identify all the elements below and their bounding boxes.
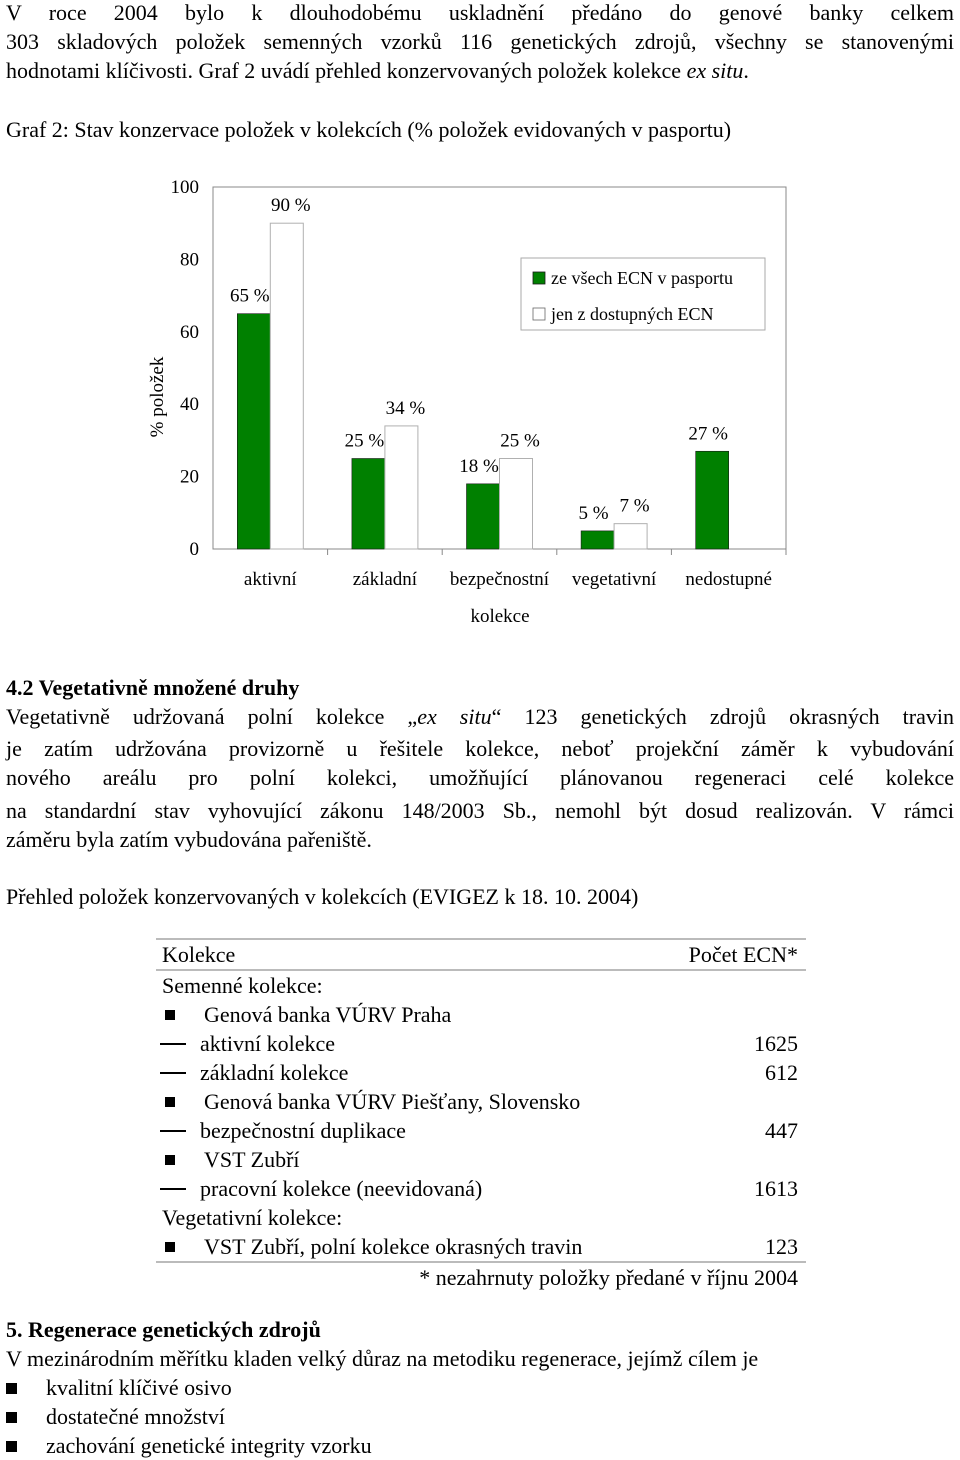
section-5-heading-text: 5. Regenerace genetických zdrojů bbox=[6, 1317, 321, 1342]
intro-line-2-text: 303 skladových položek semenných vzorků 116 genetických zdrojů, všechny se stanovenými bbox=[6, 29, 954, 54]
table-header-left: Kolekce bbox=[162, 942, 236, 967]
bar-all-ecn bbox=[352, 459, 385, 550]
bar-available-ecn bbox=[385, 426, 418, 549]
intro-ex-situ: ex situ bbox=[686, 58, 744, 83]
y-tick-label: 20 bbox=[180, 466, 199, 488]
section-4-2-line-3-text: nového areálu pro polní kolekci, umožňující plánovanou regeneraci celé kolekce bbox=[6, 765, 954, 790]
data-label: 34 % bbox=[385, 397, 426, 419]
intro-line-1 bbox=[6, 0, 954, 27]
section-5-bullet-item: zachování genetické integrity vzorku bbox=[46, 1433, 372, 1458]
x-tick-label: bezpečnostní bbox=[449, 569, 550, 590]
data-label: 7 % bbox=[619, 495, 650, 517]
table-footnote: * nezahrnuty položky předané v říjnu 2004 bbox=[419, 1264, 798, 1290]
table-row bbox=[156, 1116, 806, 1145]
data-label: 27 % bbox=[688, 423, 728, 445]
table-row-value: 612 bbox=[765, 1060, 798, 1085]
data-label: 18 % bbox=[459, 455, 499, 477]
x-tick-label: aktivní bbox=[243, 569, 297, 590]
section-5-line-1-text: V mezinárodním měřítku kladen velký důraz na metodiku regenerace, jejímž cílem je bbox=[6, 1346, 759, 1371]
bar-chart bbox=[0, 160, 960, 640]
section-5-bullet-item: dostatečné množství bbox=[46, 1404, 226, 1429]
table-row bbox=[156, 1203, 806, 1232]
intro-line-2 bbox=[6, 27, 954, 56]
intro-line-3-text: hodnotami klíčivosti. Graf 2 uvádí přehled konzervovaných položek kolekce bbox=[6, 58, 687, 83]
section-4-2-line-1 bbox=[6, 702, 954, 731]
table-row bbox=[156, 1058, 806, 1087]
table-row-label: základní kolekce bbox=[200, 1060, 349, 1085]
bar-available-ecn bbox=[270, 223, 303, 549]
dash-bullet-icon bbox=[160, 1188, 186, 1190]
section-4-2-line-5-text: záměru byla zatím vybudována pařeniště. bbox=[6, 827, 372, 852]
legend-entry: jen z dostupných ECN bbox=[551, 304, 714, 324]
section-4-2-line-2 bbox=[6, 734, 954, 763]
y-tick-label: 80 bbox=[180, 249, 199, 271]
data-label: 5 % bbox=[578, 502, 609, 524]
table-footnote-row bbox=[156, 1263, 806, 1292]
table-row bbox=[156, 1087, 806, 1116]
data-label: 25 % bbox=[500, 430, 540, 452]
table-row-label: VST Zubří, polní kolekce okrasných travin bbox=[204, 1234, 583, 1259]
x-tick-label: vegetativní bbox=[571, 569, 657, 590]
table-row-value: 123 bbox=[765, 1234, 798, 1259]
bar-all-ecn bbox=[696, 451, 729, 549]
legend-swatch bbox=[533, 272, 545, 284]
data-labels bbox=[230, 195, 728, 524]
table-row-label: bezpečnostní duplikace bbox=[200, 1118, 406, 1143]
section-4-2-line-4-text: na standardní stav vyhovující zákonu 148/2003 Sb., nemohl být dosud realizován. V rámci bbox=[6, 798, 954, 823]
square-bullet-icon bbox=[6, 1441, 17, 1452]
collections-table bbox=[156, 938, 806, 1292]
table-row-value: 447 bbox=[765, 1118, 798, 1143]
table-row-label: Genová banka VÚRV Praha bbox=[204, 1002, 452, 1027]
y-axis-ticks bbox=[171, 177, 200, 560]
bar-available-ecn bbox=[614, 524, 647, 549]
y-tick-label: 0 bbox=[189, 539, 199, 560]
x-axis-label: kolekce bbox=[470, 606, 530, 627]
table-row bbox=[156, 1000, 806, 1029]
table-header-right: Počet ECN* bbox=[688, 942, 798, 967]
intro-line-3-end: . bbox=[743, 58, 749, 83]
section-4-2-heading bbox=[6, 673, 954, 702]
bar-all-ecn bbox=[467, 484, 500, 549]
table-title bbox=[6, 882, 954, 911]
section-4-2-line-5 bbox=[6, 825, 954, 854]
table-row-label: VST Zubří bbox=[204, 1147, 300, 1172]
bar-all-ecn bbox=[581, 531, 614, 549]
table-row-label: Semenné kolekce: bbox=[162, 973, 323, 998]
x-axis-labels bbox=[244, 569, 772, 590]
table-row bbox=[156, 1029, 806, 1058]
bar-available-ecn bbox=[500, 459, 533, 550]
table-row bbox=[156, 1174, 806, 1203]
chart-title bbox=[6, 115, 954, 144]
table-row-label: pracovní kolekce (neevidovaná) bbox=[200, 1176, 483, 1201]
square-bullet-icon bbox=[165, 1155, 175, 1165]
section-5-bullet-item: kvalitní klíčivé osivo bbox=[46, 1375, 232, 1400]
section-4-2-line-3 bbox=[6, 763, 954, 792]
table-row-label: Genová banka VÚRV Piešťany, Slovensko bbox=[204, 1089, 581, 1114]
y-axis-label: % položek bbox=[147, 356, 168, 438]
legend-entry: ze všech ECN v pasportu bbox=[551, 268, 733, 288]
table-row-label: Vegetativní kolekce: bbox=[162, 1205, 343, 1230]
y-tick-label: 100 bbox=[170, 177, 199, 198]
square-bullet-icon bbox=[6, 1383, 17, 1394]
x-tick-label: nedostupné bbox=[685, 569, 772, 590]
square-bullet-icon bbox=[165, 1010, 175, 1020]
section-4-2-line-1-a: Vegetativně udržovaná polní kolekce „ bbox=[6, 704, 418, 729]
table-row-value: 1625 bbox=[754, 1031, 798, 1056]
legend-swatch bbox=[533, 308, 545, 320]
table-row-label: aktivní kolekce bbox=[200, 1031, 336, 1056]
x-tick-label: základní bbox=[352, 569, 418, 590]
table-body bbox=[156, 971, 806, 1261]
bar-all-ecn bbox=[237, 314, 270, 549]
section-4-2-heading-text: 4.2 Vegetativně množené druhy bbox=[6, 675, 300, 700]
section-4-2-line-2-text: je zatím udržována provizorně u řešitele kolekce, neboť projekční záměr k vybudování bbox=[6, 736, 954, 761]
table-row-value: 1613 bbox=[754, 1176, 798, 1201]
square-bullet-icon bbox=[165, 1242, 175, 1252]
table-row bbox=[156, 1145, 806, 1174]
section-4-2-line-1-b: “ 123 genetických zdrojů okrasných travin bbox=[491, 704, 954, 729]
dash-bullet-icon bbox=[160, 1072, 186, 1074]
table-header-row bbox=[156, 940, 806, 969]
intro-line-3 bbox=[6, 56, 954, 85]
data-label: 25 % bbox=[344, 430, 385, 452]
y-tick-label: 40 bbox=[180, 394, 199, 416]
section-5-heading bbox=[6, 1315, 954, 1344]
y-tick-label: 60 bbox=[180, 321, 199, 343]
section-4-2-line-4 bbox=[6, 796, 954, 825]
data-label: 65 % bbox=[230, 285, 270, 307]
table-title-text: Přehled položek konzervovaných v kolekcích (EVIGEZ k 18. 10. 2004) bbox=[6, 884, 639, 909]
data-label: 90 % bbox=[271, 195, 311, 217]
dash-bullet-icon bbox=[160, 1130, 186, 1132]
square-bullet-icon bbox=[6, 1412, 17, 1423]
table-row bbox=[156, 1232, 806, 1261]
dash-bullet-icon bbox=[160, 1043, 186, 1045]
chart-title-text: Graf 2: Stav konzervace položek v kolekcích (% položek evidovaných v pasportu) bbox=[6, 117, 732, 142]
table-row bbox=[156, 971, 806, 1000]
intro-line-1-text: V roce 2004 bylo k dlouhodobému uskladnění předáno do genové banky celkem bbox=[6, 0, 954, 25]
square-bullet-icon bbox=[165, 1097, 175, 1107]
section-5-line-1 bbox=[6, 1344, 954, 1373]
chart-legend bbox=[521, 258, 765, 330]
section-4-2-ex-situ: ex situ bbox=[417, 704, 492, 729]
